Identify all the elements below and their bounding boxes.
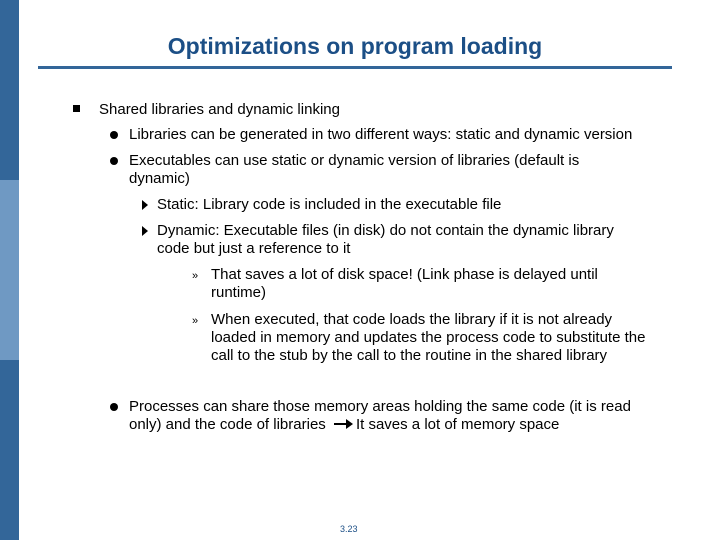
bullet-text-line: loaded in memory and updates the process code to substitute the	[211, 329, 646, 346]
round-bullet-icon	[110, 131, 118, 139]
round-bullet-icon	[110, 403, 118, 411]
square-bullet-icon	[73, 105, 80, 112]
title-underline	[38, 66, 672, 69]
double-chevron-bullet-icon: »	[192, 270, 199, 282]
bullet-static	[157, 196, 501, 214]
left-accent-bar	[0, 0, 19, 540]
accent-bar-segment	[0, 180, 19, 360]
bullet-processes-share	[129, 398, 631, 434]
bullet-shared-libraries	[99, 101, 340, 119]
bullet-when-executed	[211, 311, 645, 365]
bullet-text: Libraries can be generated in two different ways: static and dynamic version	[129, 126, 633, 143]
bullet-text-line: Executables can use static or dynamic version of libraries (default is	[129, 152, 580, 169]
round-bullet-icon	[110, 157, 118, 165]
bullet-text: Shared libraries and dynamic linking	[99, 101, 340, 118]
bullet-saves-disk-space	[211, 266, 598, 302]
slide-title: Optimizations on program loading	[167, 33, 543, 59]
bullet-libraries-generated	[129, 126, 632, 144]
bullet-text-line: code but just a reference to it	[157, 240, 351, 257]
bullet-dynamic	[157, 222, 614, 258]
bullet-executables	[129, 152, 579, 188]
bullet-text-line: When executed, that code loads the library if it is not already	[211, 311, 613, 328]
slide-number: 3.23	[340, 524, 358, 534]
bullet-text: It saves a lot of memory space	[355, 416, 560, 433]
double-chevron-bullet-icon: »	[192, 315, 199, 327]
bullet-text-line	[129, 416, 631, 434]
bullet-text-line: That saves a lot of disk space! (Link phase is delayed until	[211, 266, 598, 283]
bullet-text-line: Dynamic: Executable files (in disk) do not contain the dynamic library	[157, 222, 614, 239]
triangle-bullet-icon	[142, 226, 148, 236]
accent-bar-segment	[0, 0, 19, 180]
bullet-text-line: Processes can share those memory areas holding the same code (it is read	[129, 398, 631, 415]
accent-bar-segment	[0, 360, 19, 540]
bullet-text-line: call to the stub by the call to the routine in the shared library	[211, 347, 608, 364]
right-arrow-icon	[330, 418, 356, 430]
bullet-text: only) and the code of libraries	[129, 416, 326, 433]
bullet-text: Static: Library code is included in the executable file	[157, 196, 502, 213]
bullet-text-line: dynamic)	[129, 170, 190, 187]
bullet-text-line: runtime)	[211, 284, 267, 301]
triangle-bullet-icon	[142, 200, 148, 210]
